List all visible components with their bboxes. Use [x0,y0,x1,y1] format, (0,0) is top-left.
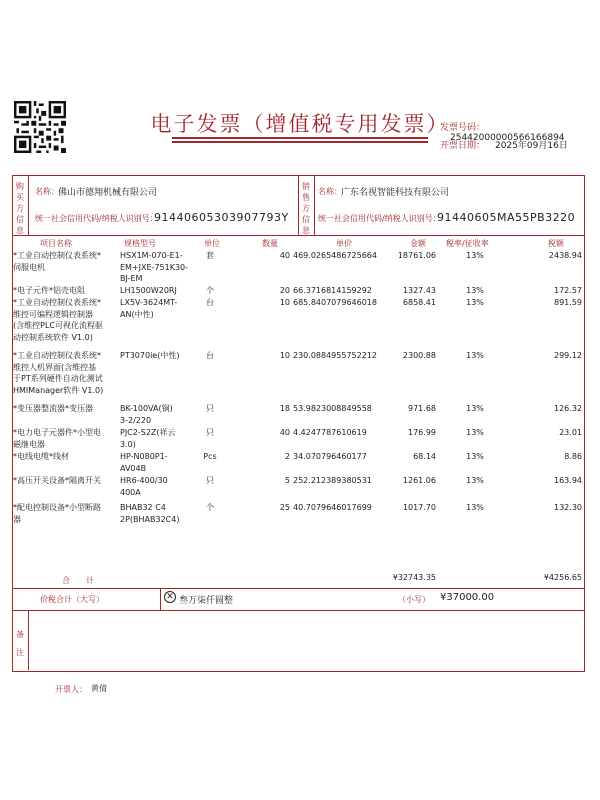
buyer-side-divider [28,175,29,235]
party-divider [12,235,584,236]
col-price: 单价 [336,239,352,248]
buyer-side-label: 购买方信息 [16,182,24,235]
item-name: *电线电缆*线材 [13,452,69,461]
invoice-number-value: 25442000000566166894 [450,133,565,143]
item-rate: 13% [466,286,484,295]
seller-taxid-label: 统一社会信用代码/纳税人识别号： [318,214,441,223]
item-name: *电子元件*铝壳电阻 [13,286,85,295]
item-spec: HSX1M-070-E1- EM+JXE-751K30- BJ-EM [120,251,189,283]
title-underline [172,137,428,139]
seller-name: 广东名视智能科技有限公司 [341,188,450,198]
item-price: 66.3716814159292 [293,286,372,295]
item-tax: 8.86 [564,452,582,461]
item-price: 40.7079646017699 [293,503,372,512]
col-amount: 金额 [410,239,426,248]
item-name: *工业自动控制仪表系统* 维控可编程逻辑控制器 (含维控PLC可视化流程驱 动控制系统软件 V1.0) [13,298,103,342]
seller-side-label: 销售方信息 [302,182,310,235]
remarks-label: 备注 [16,630,24,657]
title-underline-2 [172,141,428,143]
col-tax: 税额 [548,239,564,248]
item-unit: 个 [206,286,214,295]
item-unit: 个 [206,503,214,512]
item-name: *变压器整流器*变压器 [13,404,93,413]
item-price: 252.212389380531 [293,476,372,485]
item-price: 230.0884955752212 [293,351,377,360]
item-rate: 13% [466,351,484,360]
totals-divider [12,588,584,589]
item-unit: 台 [206,298,214,307]
item-qty: 2 [284,452,290,461]
buyer-taxid-label: 统一社会信用代码/纳税人识别号： [35,214,158,223]
item-tax: 132.30 [554,503,582,512]
item-amount: 176.99 [408,428,436,437]
invoice-title: 电子发票（增值税专用发票） [150,112,450,136]
item-qty: 5 [284,476,290,485]
item-amount: 18761.06 [397,251,436,260]
seller-taxid: 91440605MA55PB3220 [437,211,576,224]
item-amount: 6858.41 [402,298,436,307]
item-tax: 891.59 [554,298,582,307]
col-rate: 税率/征收率 [446,239,489,248]
item-spec: HP-N080P1- AV04B [120,452,168,473]
issue-date-label: 开票日期： [440,141,486,151]
item-price: 685.8407079646018 [293,298,377,307]
buyer-taxid: 91440605303907793Y [154,211,289,224]
item-spec: PT3070ie(中性) [120,351,180,360]
item-name: *高压开关设备*隔离开关 [13,476,101,485]
item-qty: 40 [279,428,290,437]
item-spec: BHAB32 C4 2P(BHAB32C4) [120,503,180,524]
item-rate: 13% [466,428,484,437]
item-name: *工业自动控制仪表系统* 维控人机界面(含维控基 于PT系列硬件自动化测试 HMIManager软件 V1.0) [13,351,104,395]
grand-words: 叁万柒仟圆整 [179,596,234,606]
item-spec: LH1500W20RJ [120,286,177,295]
item-qty: 18 [279,404,290,413]
item-tax: 163.94 [554,476,582,485]
invoice-number-label: 发票号码： [440,123,486,133]
item-price: 53.9823008849558 [293,404,372,413]
middle-divider [298,175,299,235]
remarks-divider [12,610,584,611]
drawer-label: 开票人： [55,685,87,694]
item-price: 4.4247787610619 [293,428,367,437]
item-amount: 1327.43 [402,286,436,295]
item-qty: 10 [279,351,290,360]
item-amount: 1017.70 [402,503,436,512]
seller-side-divider [314,175,315,235]
item-qty: 25 [279,503,290,512]
grand-label: 价税合计（大写） [40,595,104,604]
item-spec: LX5V-3624MT- AN(中性) [120,298,178,319]
item-tax: 126.32 [554,404,582,413]
item-rate: 13% [466,298,484,307]
grand-small-label: （小写） [398,595,430,604]
item-rate: 13% [466,476,484,485]
col-name: 项目名称 [40,239,72,248]
item-price: 469.0265486725664 [293,251,377,260]
total-label: 合 计 [62,576,94,585]
item-unit: 只 [206,476,214,485]
buyer-name-label: 名称： [35,187,59,196]
cross-icon: ✕ [164,591,176,603]
item-qty: 20 [279,286,290,295]
total-amount: ¥32743.35 [392,573,436,582]
col-qty: 数量 [262,239,278,248]
item-rate: 13% [466,251,484,260]
item-name: *配电控制设备*小型断路 器 [13,503,101,524]
item-unit: 台 [206,351,214,360]
item-rate: 13% [466,503,484,512]
item-name: *工业自动控制仪表系统* 伺服电机 [13,251,101,272]
drawer-name: 黄倩 [91,684,107,693]
total-tax: ¥4256.65 [543,573,582,582]
item-unit: Pcs [203,452,217,461]
issue-date-value: 2025年09月16日 [495,141,568,151]
item-rate: 13% [466,452,484,461]
grand-small: ¥37000.00 [440,592,495,603]
item-qty: 10 [279,298,290,307]
item-price: 34.070796460177 [293,452,367,461]
item-rate: 13% [466,404,484,413]
issue-date [440,138,568,151]
col-unit: 单位 [204,239,220,248]
buyer-name: 佛山市德翔机械有限公司 [58,188,158,198]
item-qty: 40 [279,251,290,260]
item-spec: BK-100VA(铜) 3-2/220 [120,404,173,425]
item-amount: 68.14 [413,452,436,461]
grand-divider [160,588,161,610]
item-tax: 23.01 [559,428,582,437]
item-spec: PJC2-S2Z(祥云 3.0) [120,428,176,449]
item-amount: 2300.88 [402,351,436,360]
item-unit: 套 [206,251,214,260]
seller-name-label: 名称： [318,187,342,196]
item-tax: 2438.94 [548,251,582,260]
item-amount: 1261.06 [402,476,436,485]
item-unit: 只 [206,404,214,413]
remarks-side-divider [28,610,29,670]
item-spec: HR6-400/30 400A [120,476,168,497]
item-unit: 只 [206,428,214,437]
item-tax: 299.12 [554,351,582,360]
col-spec: 规格型号 [124,239,156,248]
item-amount: 971.68 [408,404,436,413]
item-tax: 172.57 [554,286,582,295]
item-name: *电力电子元器件*小型电 磁继电器 [13,428,101,449]
